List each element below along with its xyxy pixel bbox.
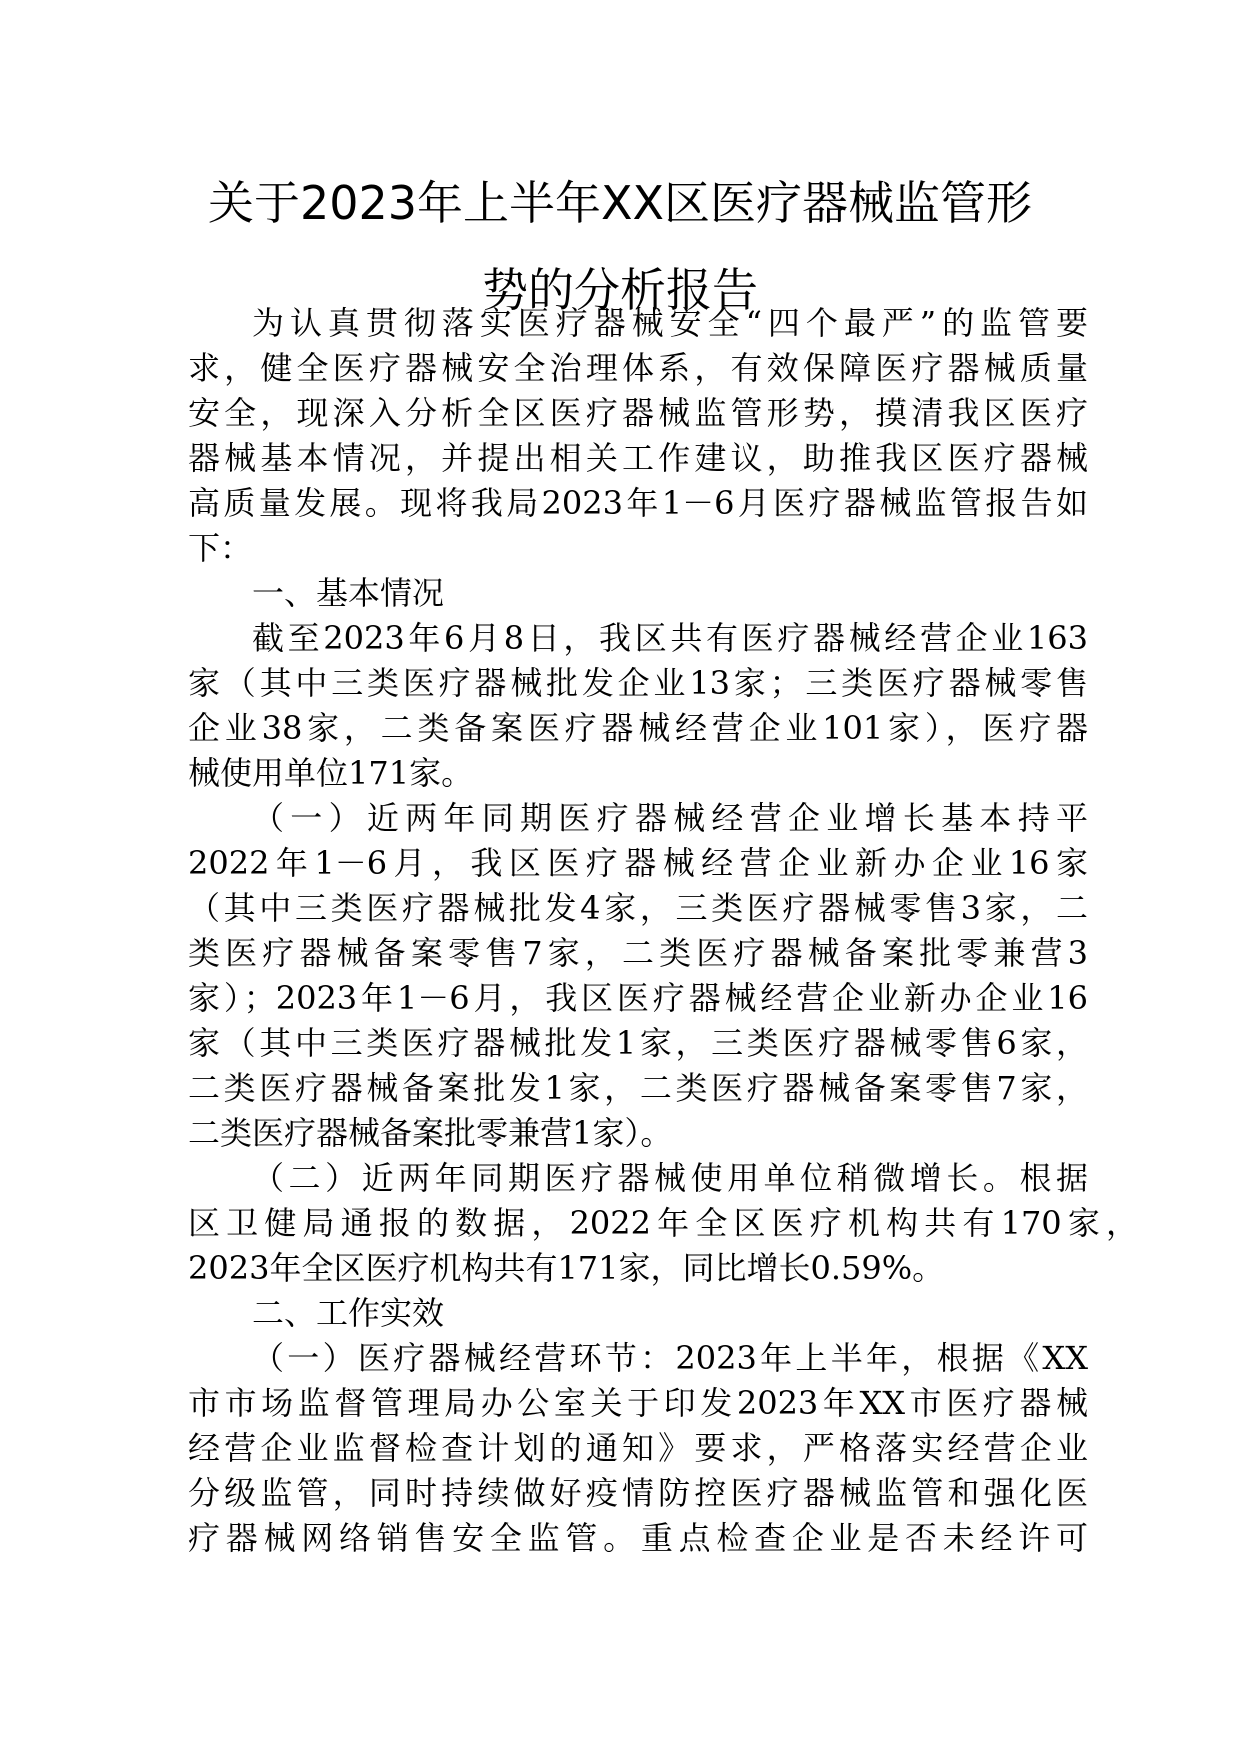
body-line-21: 区卫健局通报的数据，2022年全区医疗机构共有170家， [188, 1204, 1138, 1242]
body-line-8: 截至2023年6月8日，我区共有医疗器械经营企业163 [252, 619, 1088, 657]
body-line-13: 2022年1－6月，我区医疗器械经营企业新办企业16家 [188, 844, 1088, 882]
body-line-1: 为认真贯彻落实医疗器械安全“四个最严”的监管要 [252, 304, 1088, 342]
body-line-25: 市市场监督管理局办公室关于印发2023年XX市医疗器械 [188, 1384, 1088, 1422]
body-line-17: 家（其中三类医疗器械批发1家，三类医疗器械零售6家， [188, 1024, 1088, 1062]
body-line-10: 企业38家，二类备案医疗器械经营企业101家），医疗器 [188, 709, 1088, 747]
body-line-28: 疗器械网络销售安全监管。重点检查企业是否未经许可 [188, 1519, 1088, 1557]
document-title-line-1: 关于2023年上半年XX区医疗器械监管形 [207, 176, 1033, 230]
section-heading-basic-situation: 一、基本情况 [252, 574, 445, 612]
body-line-27: 分级监管，同时持续做好疫情防控医疗器械监管和强化医 [188, 1474, 1088, 1512]
subsection-heading-1: （一）近两年同期医疗器械经营企业增长基本持平 [252, 799, 1088, 837]
body-line-3: 安全，现深入分析全区医疗器械监管形势，摸清我区医疗 [188, 394, 1088, 432]
body-line-19: 二类医疗器械备案批零兼营1家）。 [188, 1114, 673, 1152]
subsection-heading-2: （二）近两年同期医疗器械使用单位稍微增长。根据 [252, 1159, 1088, 1197]
document-title-line-2: 势的分析报告 [482, 263, 758, 317]
body-line-2: 求，健全医疗器械安全治理体系，有效保障医疗器械质量 [188, 349, 1088, 387]
section-heading-work-results: 二、工作实效 [252, 1294, 445, 1332]
body-line-9: 家（其中三类医疗器械批发企业13家；三类医疗器械零售 [188, 664, 1088, 702]
body-line-11: 械使用单位171家。 [188, 754, 474, 792]
body-line-22: 2023年全区医疗机构共有171家，同比增长0.59%。 [188, 1249, 945, 1287]
body-line-5: 高质量发展。现将我局2023年1－6月医疗器械监管报告如 [188, 484, 1088, 522]
body-line-6: 下： [188, 529, 253, 567]
body-line-18: 二类医疗器械备案批发1家，二类医疗器械备案零售7家， [188, 1069, 1088, 1107]
body-line-16: 家）；2023年1－6月，我区医疗器械经营企业新办企业16 [188, 979, 1088, 1017]
body-line-4: 器械基本情况，并提出相关工作建议，助推我区医疗器械 [188, 439, 1088, 477]
body-line-26: 经营企业监督检查计划的通知》要求，严格落实经营企业 [188, 1429, 1088, 1467]
body-line-24: （一）医疗器械经营环节：2023年上半年，根据《XX [252, 1339, 1088, 1377]
body-line-14: （其中三类医疗器械批发4家，三类医疗器械零售3家，二 [188, 889, 1088, 927]
body-line-15: 类医疗器械备案零售7家，二类医疗器械备案批零兼营3 [188, 934, 1088, 972]
